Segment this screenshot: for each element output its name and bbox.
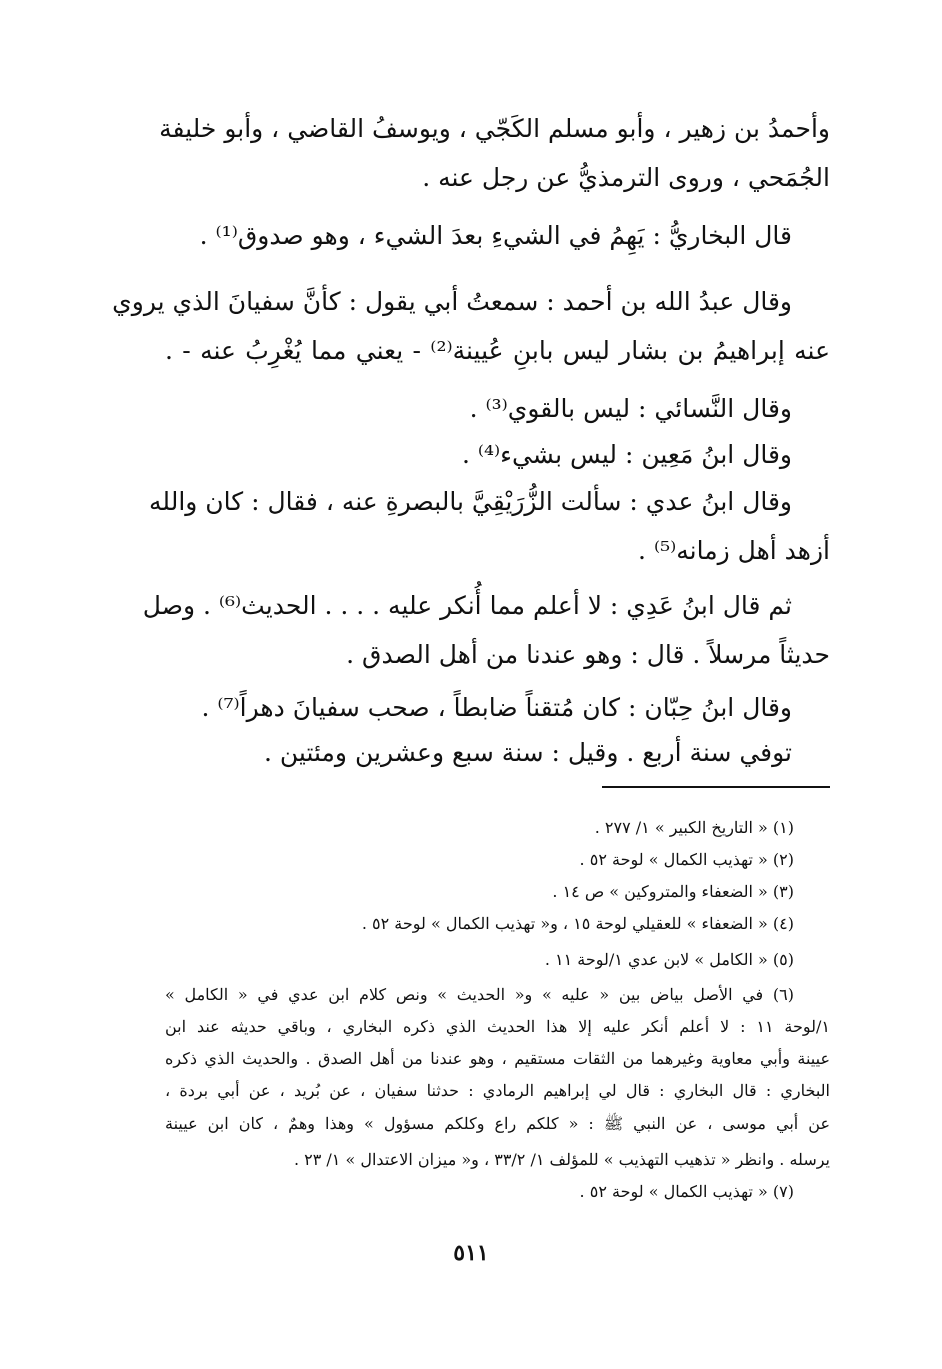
footnote-6-line-6: يرسله . وانظر « تذهيب التهذيب » للمؤلف ١/ ٣٣/٢ ، و« ميزان الاعتدال » ١/ ٢٣ .: [293, 1150, 830, 1169]
text-line-3: قال البخاريُّ : يَهِمُ في الشيءِ بعدَ الشيء ، وهو صدوق⁽¹⁾ .: [199, 221, 792, 250]
footnote-6-line-2: ١/لوحة ١١ : لا أعلم أنكر عليه إلا هذا الحديث الذي ذكره البخاري ، وباقي حديثه عند ابن: [165, 1017, 831, 1036]
footnote-7: (٧) « تهذيب الكمال » لوحة ٥٢ .: [579, 1182, 794, 1201]
footnote-6-line-3: عيينة وأبي معاوية وغيرهما من الثقات مستقيم ، وهو عندنا من أهل الصدق . والحديث الذي ذكره: [165, 1049, 830, 1068]
page-number: ٥١١: [453, 1240, 489, 1266]
text-line-7: وقال ابنُ مَعِين : ليس بشيء⁽⁴⁾ .: [461, 440, 792, 469]
text-line-10: ثم قال ابنُ عَدِي : لا أعلم مما أُنكر عليه . . . . الحديث⁽⁶⁾ . وصل: [142, 591, 792, 620]
footnote-5: (٥) « الكامل » لابن عدي ١/لوحة ١١ .: [544, 950, 794, 969]
text-line-6: وقال النَّسائي : ليس بالقوي⁽³⁾ .: [469, 394, 792, 423]
footnote-4: (٤) « الضعفاء » للعقيلي لوحة ١٥ ، و« تهذيب الكمال » لوحة ٥٢ .: [361, 914, 794, 933]
text-line-8: وقال ابنُ عدي : سألت الزُّرَيْقِيَّ بالبصرةِ عنه ، فقال : كان والله: [149, 487, 792, 516]
footnote-2: (٢) « تهذيب الكمال » لوحة ٥٢ .: [579, 850, 794, 869]
footnote-6-line-1: (٦) في الأصل بياض بين « عليه » و« الحديث » ونص كلام ابن عدي في « الكامل »: [165, 985, 794, 1004]
footnote-1: (١) « التاريخ الكبير » ١/ ٢٧٧ .: [594, 818, 794, 837]
text-line-9: أزهد أهل زمانه⁽⁵⁾ .: [638, 536, 830, 565]
footnote-6-line-5: عن أبي موسى ، عن النبي ﷺ : « كلكم راع وكلكم مسؤول » وهذا وهمٌ ، كان ابن عيينة: [165, 1114, 830, 1133]
footnote-divider: [602, 786, 830, 788]
text-line-1: وأحمدُ بن زهير ، وأبو مسلم الكَجّي ، ويوسفُ القاضي ، وأبو خليفة: [159, 114, 830, 143]
footnote-6-line-4: البخاري : قال البخاري : قال لي إبراهيم الرمادي : حدثنا سفيان ، عن بُريد ، عن أبي بردة ،: [165, 1081, 830, 1100]
text-line-2: الجُمَحي ، وروى الترمذيُّ عن رجل عنه .: [422, 163, 830, 192]
footnote-3: (٣) « الضعفاء والمتروكين » ص ١٤ .: [552, 882, 794, 901]
text-line-13: توفي سنة أربع . وقيل : سنة سبع وعشرين ومئتين .: [263, 738, 792, 767]
text-line-5: عنه إبراهيمُ بن بشار ليس بابنِ عُيينة⁽²⁾ - يعني مما يُغْرِبُ عنه - .: [165, 336, 831, 365]
text-line-4: وقال عبدُ الله بن أحمد : سمعتُ أبي يقول : كأنَّ سفيانَ الذي يروي: [112, 287, 792, 316]
text-line-11: حديثاً مرسلاً . قال : وهو عندنا من أهل الصدق .: [346, 640, 830, 669]
text-line-12: وقال ابنُ حِبّان : كان مُتقناً ضابطاً ، صحب سفيانَ دهراً⁽⁷⁾ .: [201, 693, 792, 722]
